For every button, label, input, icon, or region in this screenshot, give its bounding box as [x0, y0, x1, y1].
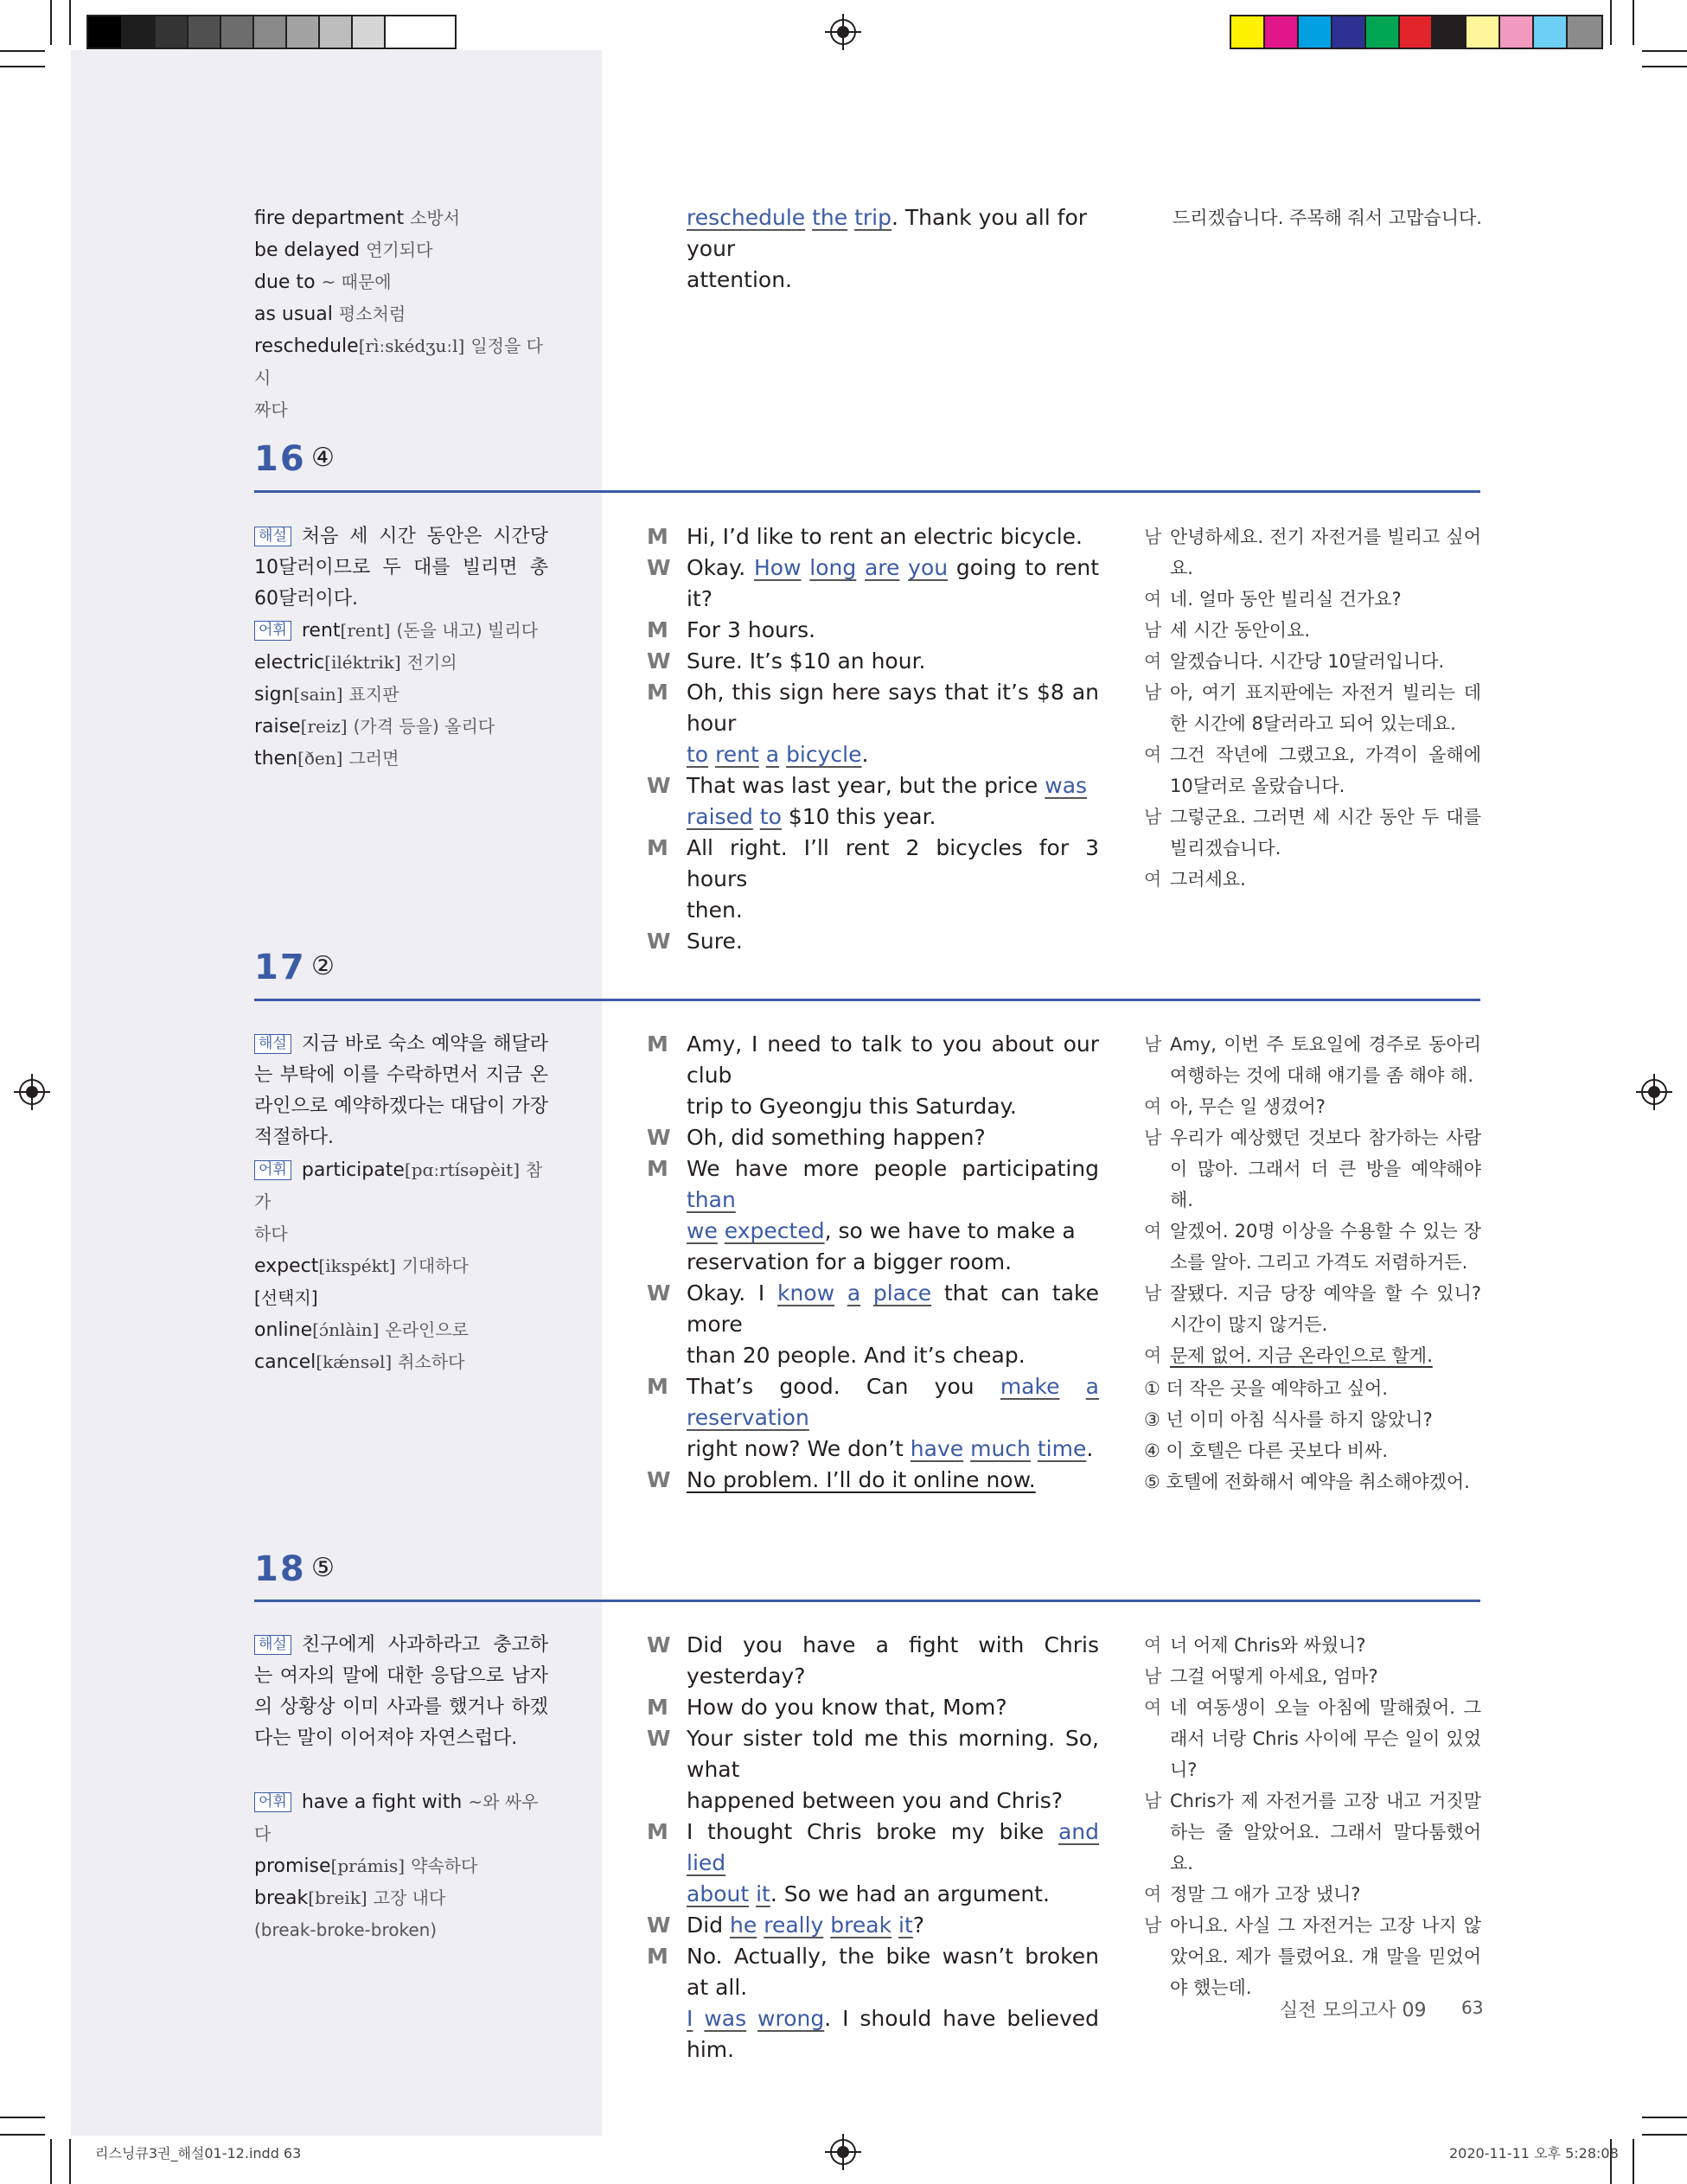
registration-mark-left: [19, 1079, 45, 1105]
speaker-label: M: [647, 1374, 668, 1399]
crop-mark: [0, 66, 45, 67]
korean-line: 남 안녕하세요. 전기 자전거를 빌리고 싶어요.: [1144, 527, 1481, 578]
speaker-label: W: [647, 773, 671, 798]
speaker-label: M: [647, 524, 668, 549]
speaker-label: W: [647, 1280, 671, 1306]
explanation-badge: 해설: [254, 1034, 291, 1054]
vocab-item: raise[reiz] (가격 등을) 올리다: [254, 716, 495, 738]
vocab-item: (break-broke-broken): [254, 1919, 438, 1940]
answer-marker: ⑤: [311, 1553, 335, 1583]
q17-options: [1144, 1373, 1481, 1498]
speaker-label: M: [647, 1156, 668, 1181]
korean-line: 남 아, 여기 표지판에는 자전거 빌리는 데 한 시간에 8달러라고 되어 있는데요.: [1144, 682, 1481, 734]
crop-mark: [1642, 50, 1687, 52]
vocab-item: online[ɔ́nlàin] 온라인으로: [254, 1319, 470, 1341]
korean-line: 여 네 여동생이 오늘 아침에 말해줬어. 그래서 너랑 Chris 사이에 무슨 일이 있었니?: [1144, 1697, 1481, 1780]
vocab-item: fire department 소방서: [254, 208, 461, 229]
option-item: ③ 넌 이미 아침 식사를 하지 않았니?: [1144, 1409, 1433, 1430]
q16-vocab: [254, 615, 548, 775]
dialogue-line: W Okay. I know a place that can take more than 20 people. And it’s cheap.: [647, 1278, 1099, 1371]
q17-korean: [1144, 1029, 1481, 1371]
q18-explanation: 해설 친구에게 사과하라고 충고하는 여자의 말에 대한 응답으로 남자의 상황상 이미 사과를 했거나 하겠다는 말이 이어져야 자연스럽다.: [254, 1634, 548, 1749]
q17-vocab: [254, 1154, 548, 1378]
dialogue-line: W Sure. It’s $10 an hour.: [647, 646, 1099, 677]
slug-filename: 리스닝큐3권_해설01-12.indd 63: [95, 2145, 302, 2162]
korean-line: 여 너 어제 Chris와 싸웠니?: [1144, 1635, 1366, 1656]
crop-mark: [69, 2139, 71, 2184]
q18-dialogue: [647, 1630, 1099, 2066]
vocab-item: be delayed 연기되다: [254, 239, 433, 261]
vocab-badge: 어휘: [254, 1792, 291, 1812]
korean-line: 남 우리가 예상했던 것보다 참가하는 사람이 많아. 그래서 더 큰 방을 예약해야 해.: [1144, 1127, 1481, 1210]
crop-mark: [50, 2139, 52, 2184]
option-item: ① 더 작은 곳을 예약하고 싶어.: [1144, 1378, 1389, 1399]
korean-line: 여 아, 무슨 일 생겼어?: [1144, 1096, 1326, 1117]
grayscale-color-bar: [86, 15, 457, 49]
vocab-item: expect[ikspékt] 기대하다: [254, 1255, 469, 1277]
answer-marker: ②: [311, 951, 335, 981]
crop-mark: [1642, 66, 1687, 67]
korean-line: 남 Chris가 제 자전거를 고장 내고 거짓말하는 줄 알았어요. 그래서 말다툼했어요.: [1144, 1791, 1481, 1874]
dialogue-line: W Sure.: [647, 926, 1099, 957]
dialogue-line: M For 3 hours.: [647, 615, 1099, 646]
vocab-item: promise[prámis] 약속하다: [254, 1855, 478, 1877]
vocab-item: 어휘 rent[rent] (돈을 내고) 빌리다: [254, 615, 548, 647]
korean-line: 여 그건 작년에 그랬고요, 가격이 올해에 10달러로 올랐습니다.: [1144, 744, 1481, 796]
running-footer-title: 실전 모의고사 09: [1280, 2000, 1427, 2021]
speaker-label: W: [647, 648, 671, 674]
vocab-item: break[breik] 고장 내다: [254, 1887, 446, 1909]
crop-mark: [0, 2117, 45, 2118]
korean-line: 여 네. 얼마 동안 빌리실 건가요?: [1144, 589, 1402, 610]
continuation-korean: 드리겠습니다. 주목해 줘서 고맙습니다.: [1173, 208, 1482, 228]
dialogue-line: W No problem. I’ll do it online now.: [647, 1465, 1099, 1496]
speaker-label: W: [647, 1726, 671, 1751]
explanation-badge: 해설: [254, 527, 291, 546]
question-number: 18: [254, 1549, 306, 1589]
q18-vocab: [254, 1786, 548, 1946]
dialogue-line: M Amy, I need to talk to you about our club trip to Gyeongju this Saturday.: [647, 1029, 1099, 1122]
speaker-label: W: [647, 929, 671, 954]
q17-dialogue: [647, 1029, 1099, 1496]
q16-explanation: 해설 처음 세 시간 동안은 시간당 10달러이므로 두 대를 빌리면 총 60달러이다.: [254, 526, 548, 610]
vocab-item: [선택지]: [254, 1287, 318, 1308]
vocab-item: cancel[kǽnsəl] 취소하다: [254, 1351, 465, 1373]
vocab-item: then[ðen] 그러면: [254, 748, 399, 770]
speaker-label: M: [647, 835, 668, 860]
dialogue-line: M All right. I’ll rent 2 bicycles for 3 hours then.: [647, 833, 1099, 926]
section-rule: [254, 999, 1480, 1001]
speaker-label: W: [647, 1913, 671, 1938]
section-rule: [254, 490, 1480, 493]
crop-mark: [1633, 0, 1634, 45]
option-item: ④ 이 호텔은 다른 곳보다 비싸.: [1144, 1440, 1389, 1461]
continuation-vocab: [254, 202, 548, 426]
answer-marker: ④: [311, 443, 335, 473]
dialogue-line: M Oh, this sign here says that it’s $8 an hour to rent a bicycle.: [647, 677, 1099, 770]
korean-line: 남 Amy, 이번 주 토요일에 경주로 동아리 여행하는 것에 대해 얘기를 좀 해야 해.: [1144, 1034, 1481, 1086]
crop-mark: [1642, 2117, 1687, 2118]
speaker-label: W: [647, 555, 671, 580]
speaker-label: M: [647, 1695, 668, 1720]
korean-line: 남 세 시간 동안이요.: [1144, 620, 1311, 641]
vocab-item: reschedule[rìːskédʒuːl] 일정을 다시: [254, 335, 543, 388]
korean-line: 여 알겠습니다. 시간당 10달러입니다.: [1144, 651, 1445, 672]
vocab-item: 하다: [254, 1223, 288, 1244]
korean-line: 여 그러세요.: [1144, 869, 1246, 890]
korean-line: 남 아니요. 사실 그 자전거는 고장 나지 않았어요. 제가 틀렸어요. 걔 말을 믿었어야 했는데.: [1144, 1915, 1481, 1998]
dialogue-line: M That’s good. Can you make a reservation right now? We don’t have much time.: [647, 1371, 1099, 1465]
question-number: 17: [254, 948, 306, 987]
q18-korean: [1144, 1630, 1481, 2003]
vocab-item: 어휘 have a fight with ~와 싸우다: [254, 1791, 539, 1844]
korean-line: 남 그걸 어떻게 아세요, 엄마?: [1144, 1666, 1378, 1687]
dialogue-line: W That was last year, but the price was raised to $10 this year.: [647, 770, 1099, 833]
speaker-label: M: [647, 680, 668, 705]
q17-explanation: 해설 지금 바로 숙소 예약을 해달라는 부탁에 이를 수락하면서 지금 온라인으로 예약하겠다는 대답이 가장 적절하다.: [254, 1033, 548, 1148]
korean-line: 여 알겠어. 20명 이상을 수용할 수 있는 장소를 알아. 그리고 가격도 저렴하거든.: [1144, 1221, 1481, 1273]
explanation-badge: 해설: [254, 1635, 291, 1655]
q16-dialogue: [647, 521, 1099, 957]
crop-mark: [69, 0, 71, 45]
korean-line: 여 문제 없어. 지금 온라인으로 할게.: [1144, 1345, 1433, 1366]
speaker-label: W: [647, 1467, 671, 1492]
option-item: ⑤ 호텔에 전화해서 예약을 취소해야겠어.: [1144, 1472, 1470, 1492]
korean-line: 남 그렇군요. 그러면 세 시간 동안 두 대를 빌리겠습니다.: [1144, 807, 1481, 859]
vocab-item: 짜다: [254, 399, 288, 420]
question-number: 16: [254, 439, 306, 479]
q16-korean: [1144, 521, 1481, 895]
speaker-label: M: [647, 617, 668, 642]
vocab-item: as usual 평소처럼: [254, 303, 406, 325]
vocab-item: due to ~ 때문에: [254, 271, 392, 293]
dialogue-line: W Okay. How long are you going to rent it?: [647, 552, 1099, 615]
dialogue-line: W Your sister told me this morning. So, what happened between you and Chris?: [647, 1723, 1099, 1817]
vocab-badge: 어휘: [254, 621, 291, 641]
section-rule: [254, 1600, 1480, 1602]
speaker-label: M: [647, 1031, 668, 1057]
registration-mark-right: [1641, 1079, 1667, 1105]
dialogue-line: W Oh, did something happen?: [647, 1122, 1099, 1153]
vocab-item: sign[sain] 표지판: [254, 684, 399, 706]
registration-mark-top: [830, 19, 856, 45]
speaker-label: M: [647, 1819, 668, 1844]
continuation-dialogue: reschedule the trip. Thank you all for your attention.: [687, 205, 1088, 292]
crop-mark: [1642, 2134, 1687, 2136]
vocab-item: electric[iléktrik] 전기의: [254, 652, 457, 674]
vocab-item: 어휘 participate[pɑːrtísəpèit] 참가: [254, 1159, 543, 1212]
speaker-label: M: [647, 1944, 668, 1969]
registration-mark-bottom: [830, 2139, 856, 2165]
dialogue-line: W Did you have a fight with Chris yesterday?: [647, 1630, 1099, 1692]
vocab-badge: 어휘: [254, 1160, 291, 1180]
slug-timestamp: 2020-11-11 오후 5:28:08: [1449, 2145, 1619, 2162]
crop-mark: [0, 2134, 45, 2136]
dialogue-line: M No. Actually, the bike wasn’t broken at all. I was wrong. I should have believed him.: [647, 1941, 1099, 2066]
dialogue-line: M Hi, I’d like to rent an electric bicycle.: [647, 521, 1099, 552]
speaker-label: W: [647, 1125, 671, 1150]
dialogue-line: M We have more people participating than we expected, so we have to make a reservation for a bigger room.: [647, 1153, 1099, 1278]
speaker-label: W: [647, 1632, 671, 1657]
crop-mark: [1633, 2139, 1634, 2184]
crop-mark: [1610, 0, 1612, 45]
dialogue-line: M How do you know that, Mom?: [647, 1692, 1099, 1723]
korean-line: 여 정말 그 애가 고장 냈니?: [1144, 1884, 1361, 1905]
korean-line: 남 잘됐다. 지금 당장 예약을 할 수 있니? 시간이 많지 않거든.: [1144, 1283, 1481, 1335]
dialogue-line: W Did he really break it?: [647, 1910, 1099, 1941]
crop-mark: [50, 0, 52, 45]
dialogue-line: M I thought Chris broke my bike and lied about it. So we had an argument.: [647, 1817, 1099, 1910]
page-number: 63: [1461, 1997, 1484, 2018]
crop-mark: [0, 50, 45, 52]
process-color-bar: [1230, 15, 1603, 49]
